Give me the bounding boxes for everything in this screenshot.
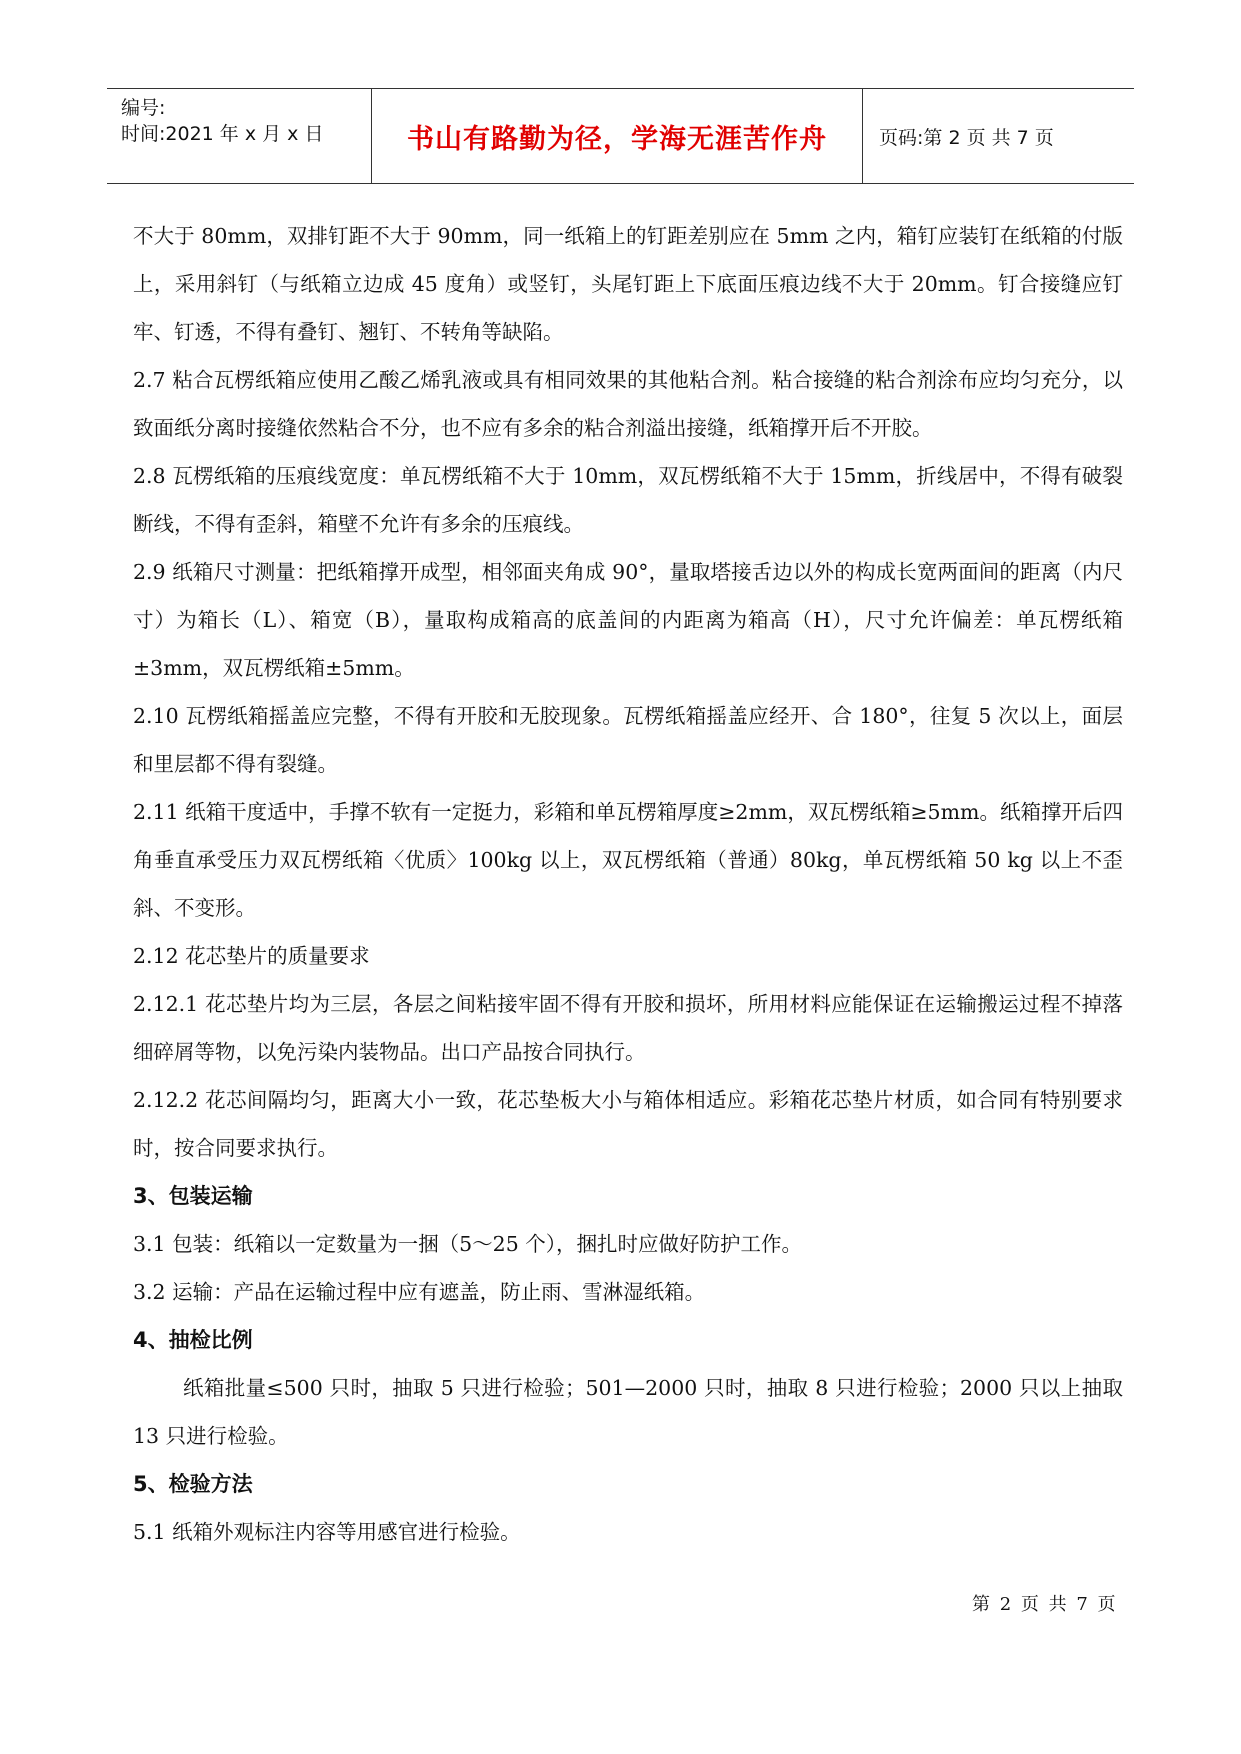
document-body [133, 212, 1123, 1556]
body-paragraph: 2.12.1 花芯垫片均为三层，各层之间粘接牢固不得有开胶和损坏，所用材料应能保证在运输搬运过程不掉落细碎屑等物，以免污染内装物品。出口产品按合同执行。 [133, 992, 1123, 1064]
document-time-label: 时间:2021 年 x 月 x 日 [121, 123, 324, 145]
body-paragraph: 2.9 纸箱尺寸测量：把纸箱撑开成型，相邻面夹角成 90°，量取塔接舌边以外的构成长宽两面间的距离（内尺寸）为箱长（L）、箱宽（B），量取构成箱高的底盖间的内距离为箱高（H），尺寸允许偏差：单瓦楞纸箱±3mm，双瓦楞纸箱±5mm。 [133, 560, 1123, 680]
body-paragraph: 3.1 包装：纸箱以一定数量为一捆（5～25 个），捆扎时应做好防护工作。 [133, 1232, 803, 1256]
body-paragraph: 纸箱批量≤500 只时，抽取 5 只进行检验；501—2000 只时，抽取 8 只进行检验；2000 只以上抽取 13 只进行检验。 [133, 1376, 1123, 1448]
body-paragraph: 2.7 粘合瓦楞纸箱应使用乙酸乙烯乳液或具有相同效果的其他粘合剂。粘合接缝的粘合剂涂布应均匀充分，以致面纸分离时接缝依然粘合不分，也不应有多余的粘合剂溢出接缝，纸箱撑开后不开胶。 [133, 368, 1123, 440]
header-meta [121, 89, 371, 189]
body-paragraph: 5.1 纸箱外观标注内容等用感官进行检验。 [133, 1520, 521, 1544]
body-paragraph: 2.10 瓦楞纸箱摇盖应完整，不得有开胶和无胶现象。瓦楞纸箱摇盖应经开、合 180°，往复 5 次以上，面层和里层都不得有裂缝。 [133, 704, 1123, 776]
header-motto: 书山有路勤为径，学海无涯苦作舟 [407, 123, 827, 155]
body-paragraph: 2.12 花芯垫片的质量要求 [133, 944, 370, 968]
header-motto-cell [371, 89, 863, 183]
section-heading: 3、包装运输 [133, 1184, 253, 1208]
body-paragraph: 3.2 运输：产品在运输过程中应有遮盖，防止雨、雪淋湿纸箱。 [133, 1280, 706, 1304]
page-footer: 第 2 页 共 7 页 [972, 1594, 1118, 1615]
body-paragraph: 2.11 纸箱干度适中，手撑不软有一定挺力，彩箱和单瓦楞箱厚度≥2mm，双瓦楞纸箱≥5mm。纸箱撑开后四角垂直承受压力双瓦楞纸箱〈优质〉100kg 以上，双瓦楞纸箱（普通）80kg，单瓦楞纸箱 50 kg 以上不歪斜、不变形。 [133, 800, 1123, 920]
body-paragraph: 2.8 瓦楞纸箱的压痕线宽度：单瓦楞纸箱不大于 10mm，双瓦楞纸箱不大于 15mm，折线居中，不得有破裂断线，不得有歪斜，箱壁不允许有多余的压痕线。 [133, 464, 1123, 536]
body-paragraph: 不大于 80mm，双排钉距不大于 90mm，同一纸箱上的钉距差别应在 5mm 之内，箱钉应装钉在纸箱的付版上，采用斜钉（与纸箱立边成 45 度角）或竖钉，头尾钉距上下底面压痕边线不大于 20mm。钉合接缝应钉牢、钉透，不得有叠钉、翘钉、不转角等缺陷。 [133, 224, 1123, 344]
document-number-label: 编号: [121, 97, 166, 119]
section-heading: 4、抽检比例 [133, 1328, 253, 1352]
body-paragraph: 2.12.2 花芯间隔均匀，距离大小一致，花芯垫板大小与箱体相适应。彩箱花芯垫片材质，如合同有特别要求时，按合同要求执行。 [133, 1088, 1123, 1160]
header-page-cell [879, 89, 1129, 183]
header-page-number: 页码:第 2 页 共 7 页 [879, 126, 1054, 149]
section-heading: 5、检验方法 [133, 1472, 253, 1496]
page-header [107, 88, 1134, 184]
